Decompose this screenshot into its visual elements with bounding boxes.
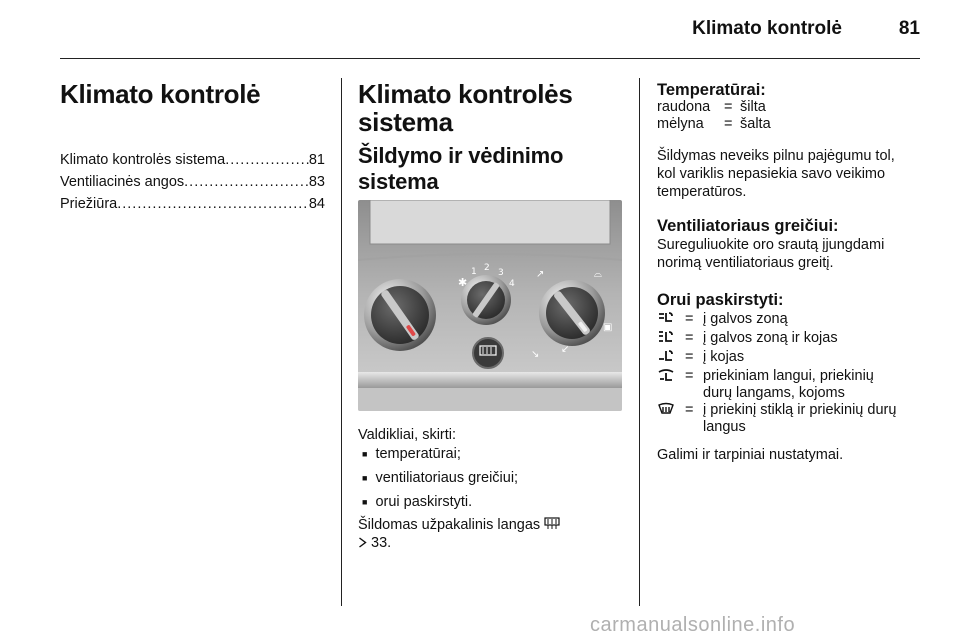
rear-window-heat-icon [544,517,560,533]
section-title-line-2: sistema [358,107,453,137]
bullet-text: ventiliatoriaus greičiui; [375,470,519,486]
toc-entry-vents[interactable] [60,171,325,193]
bullet-text: temperatūrai; [375,446,461,462]
equals-sign: = [685,330,694,346]
temperature-row [657,116,771,133]
temperature-heading: Temperatūrai: [657,81,766,99]
running-header-title: Klimato kontrolė [692,18,842,39]
svg-text:▣: ▣ [603,322,613,333]
toc-leader-dots [184,171,309,193]
fan-text-line: Sureguliuokite oro srautą įjungdami [657,237,885,253]
table-of-contents [60,149,325,215]
svg-text:↘: ↘ [531,349,540,360]
temperature-row [657,99,771,116]
chapter-title: Klimato kontrolė [60,79,261,109]
distribution-description: į galvos zoną ir kojas [703,330,838,346]
heating-note-line: kol variklis nepasiekia savo veikimo [657,166,886,182]
distribution-row [657,402,896,436]
subsection-title-line-1: Šildymo ir vėdinimo [358,143,564,168]
column-divider-2 [639,78,640,606]
toc-label: Klimato kontrolės sistema [60,152,226,168]
control-panel-illustration [358,200,622,411]
header-divider [60,58,920,59]
windscreen-defrost-icon [657,402,685,436]
page-reference[interactable] [358,534,560,552]
bullet-text: orui paskirstyti. [375,494,473,510]
page-number: 81 [898,18,920,39]
distribution-description: į kojas [703,349,745,365]
temperature-value: šilta [740,99,766,115]
head-vent-icon [657,311,685,330]
heating-note-line: Šildymas neveiks pilnu pajėgumu tol, [657,148,895,164]
heating-note-line: temperatūros. [657,184,747,200]
distribution-row [657,368,896,402]
fan-level-1: 1 [471,267,477,277]
temperature-value: šalta [740,116,771,132]
fan-text-line: norimą ventiliatoriaus greitį. [657,255,834,271]
toc-label: Priežiūra [60,196,118,212]
toc-entry-climate-system[interactable] [60,149,325,171]
distribution-heading: Orui paskirstyti: [657,291,784,309]
climate-control-panel-photo [358,200,622,411]
svg-text:⌓: ⌓ [594,269,602,280]
description-line: langus [703,419,746,435]
toc-label: Ventiliacinės angos [60,174,185,190]
temperature-term: raudona [657,99,711,115]
bullet-marker: ■ [362,473,368,483]
intermediate-settings-note: Galimi ir tarpiniai nustatymai. [657,447,844,463]
subsection-title [358,143,563,195]
heating-note [657,147,895,201]
section-title-line-1: Klimato kontrolės [358,79,573,109]
fan-text [657,236,884,272]
bullet-item [362,490,518,514]
equals-sign: = [685,311,694,327]
fan-level-3: 3 [498,268,504,278]
toc-entry-maintenance[interactable] [60,193,325,215]
bullet-marker: ■ [362,449,368,459]
section-title [358,80,573,136]
site-watermark: carmanualsonline.info [590,614,796,636]
equals-sign: = [685,349,694,365]
page-ref-number: 33. [371,535,392,551]
page-ref-arrow-icon [358,535,371,551]
toc-page: 84 [308,196,325,212]
equals-sign: = [685,368,694,384]
toc-page: 83 [308,174,325,190]
rear-window-text: Šildomas užpakalinis langas [358,517,541,533]
temperature-knob [364,279,436,351]
toc-leader-dots [225,149,309,171]
bullet-marker: ■ [362,497,368,507]
temperature-term: mėlyna [657,116,704,132]
column-divider-1 [341,78,342,606]
fan-level-2: 2 [484,263,490,273]
windscreen-feet-vent-icon [657,368,685,402]
description-line: durų langams, kojoms [703,385,845,401]
svg-text:↙: ↙ [561,344,570,355]
controls-intro: Valdikliai, skirti: [358,427,457,443]
distribution-description [703,402,896,436]
rear-window-heat-button [473,338,503,368]
feet-vent-icon [657,349,685,368]
temperature-table [657,99,771,133]
svg-text:✱: ✱ [458,276,468,289]
distribution-table [657,311,896,436]
distribution-description [703,368,896,402]
equals-sign: = [724,116,733,132]
distribution-row [657,330,896,349]
distribution-description: į galvos zoną [703,311,788,327]
toc-leader-dots [117,193,309,215]
toc-page: 81 [308,152,325,168]
distribution-row [657,349,896,368]
svg-text:↗: ↗ [536,269,545,280]
distribution-row [657,311,896,330]
equals-sign: = [724,99,733,115]
bullet-item [362,442,518,466]
controls-bullet-list [358,442,518,514]
rear-window-note [358,516,560,552]
head-feet-vent-icon [657,330,685,349]
equals-sign: = [685,402,694,418]
bullet-item [362,466,518,490]
description-line: į priekinį stiklą ir priekinių durų [703,402,897,418]
subsection-title-line-2: sistema [358,169,439,194]
fan-heading: Ventiliatoriaus greičiui: [657,217,839,235]
fan-level-4: 4 [509,279,515,289]
description-line: priekiniam langui, priekinių [703,368,874,384]
